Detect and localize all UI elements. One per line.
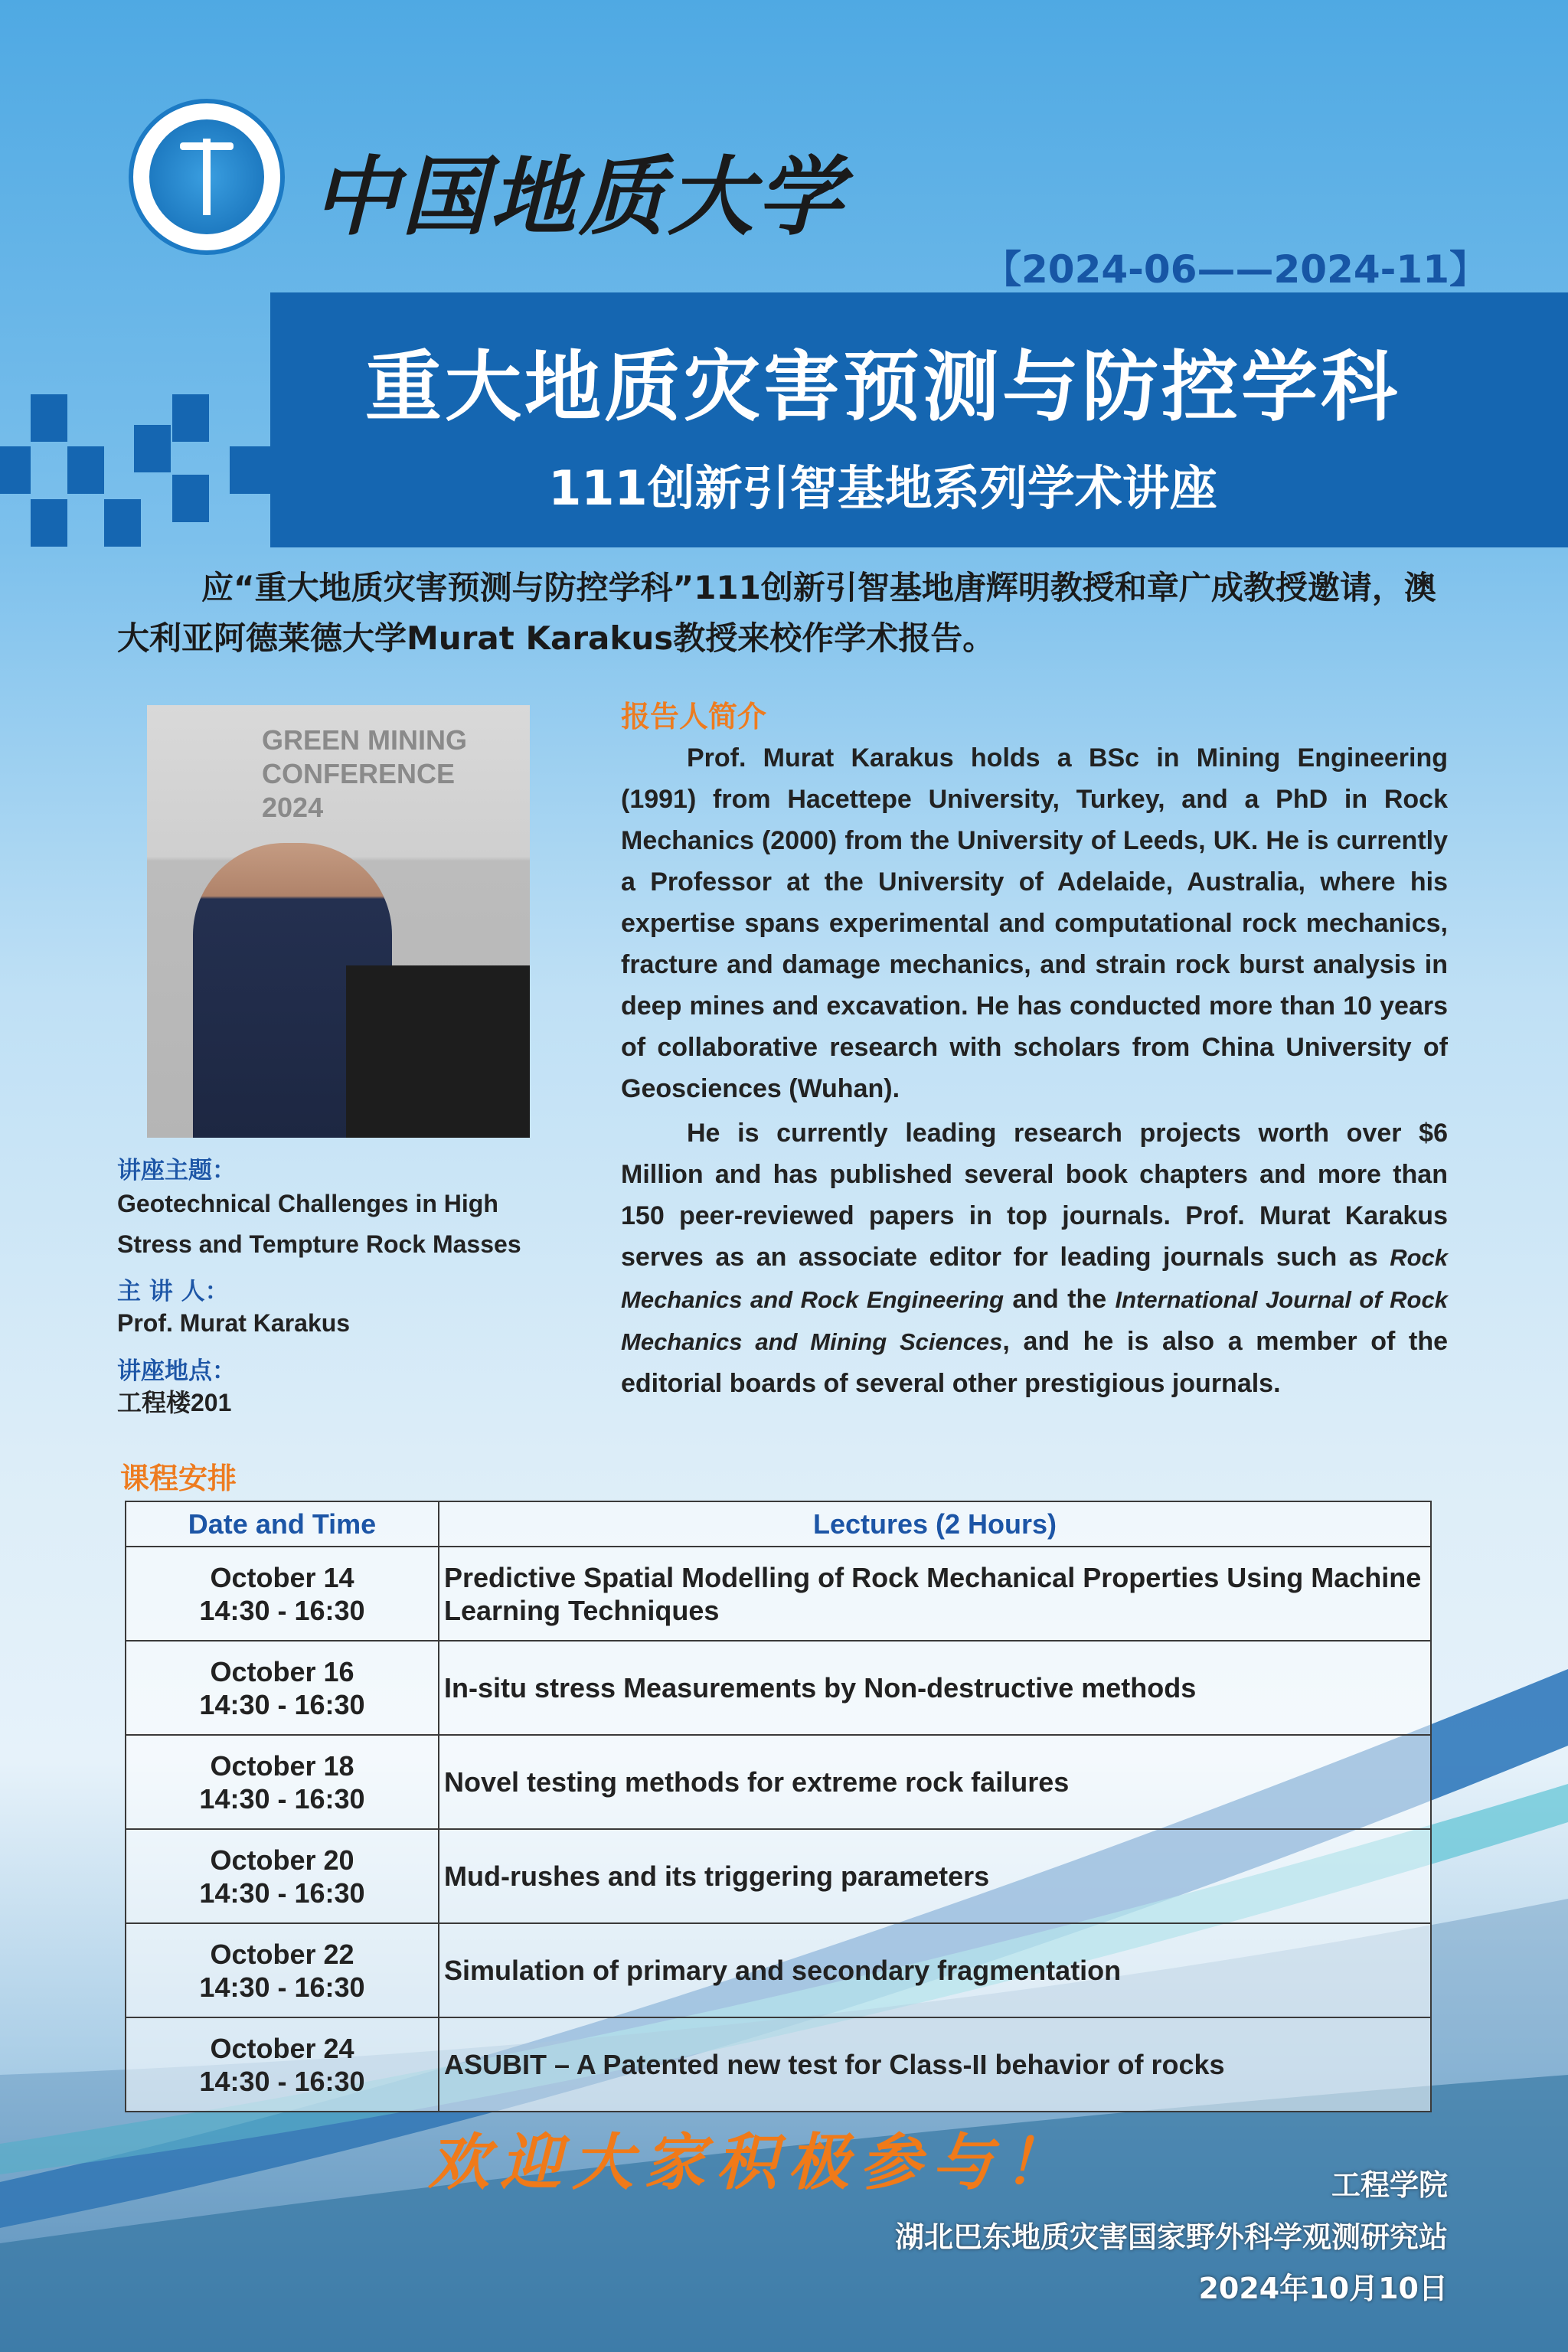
university-name: 中国地质大学 — [312, 147, 845, 247]
table-row — [126, 1923, 1431, 2017]
footer-station: 湖北巴东地质灾害国家野外科学观测研究站 — [894, 2220, 1448, 2254]
decor-square — [67, 446, 104, 494]
lecture-time: 14:30 - 16:30 — [199, 1782, 365, 1815]
lecture-time: 14:30 - 16:30 — [199, 1971, 365, 2003]
decor-square — [172, 394, 209, 442]
bio-text: , and he is also a member of the editorial boards of several other prestigious journals. — [621, 1327, 1449, 1398]
schedule-heading: 课程安排 — [120, 1462, 237, 1495]
lecture-time: 14:30 - 16:30 — [199, 2065, 365, 2097]
venue-value: 工程楼201 — [117, 1389, 232, 1416]
lecture-date: October 24 — [210, 2032, 354, 2064]
lecture-title: Simulation of primary and secondary fragmentation — [439, 1923, 1431, 2017]
decor-square — [0, 446, 31, 494]
bio-paragraph-1: Prof. Murat Karakus holds a BSc in Mining Engineering (1991) from Hacettepe University, Turkey, and a PhD in Rock Mechanics (2000) from the University of Leeds, UK. He is currently a Professor at the University of Adelaide, Australia, where his expertise spans experimental and computational rock mechanics, fracture and damage mechanics, and strain rock burst analysis in deep mines and excavation. He has conducted more than 10 years of collaborative research with scholars from China University of Geosciences (Wuhan). — [621, 743, 1448, 1103]
footer-school: 工程学院 — [1331, 2168, 1448, 2202]
photo-banner-text: GREEN MINING CONFERENCE 2024 — [262, 724, 468, 823]
logo-emblem — [149, 119, 264, 234]
date-time-cell — [126, 1547, 439, 1641]
decor-square — [31, 394, 67, 442]
lecture-date: October 16 — [210, 1655, 354, 1687]
date-time-cell — [126, 1829, 439, 1923]
col-lecture-header: Lectures (2 Hours) — [439, 1501, 1431, 1547]
col-date-header: Date and Time — [126, 1501, 439, 1547]
footer-date: 2024年10月10日 — [1198, 2272, 1448, 2305]
table-row — [126, 1829, 1431, 1923]
bio-text: He is currently leading research projects worth over $6 Million and has published several book chapters and more than 150 peer-reviewed papers in top journals. Prof. Murat Karakus serves as an associate editor for leading journals such as — [621, 1119, 1448, 1272]
table-row — [126, 1547, 1431, 1641]
bio-text: and the — [1004, 1285, 1116, 1314]
speaker-value: Prof. Murat Karakus — [117, 1309, 351, 1337]
decor-square — [31, 499, 67, 547]
decor-square — [104, 499, 141, 547]
topic-value: Geotechnical Challenges in High Stress and Tempture Rock Masses — [117, 1190, 521, 1258]
lecture-date: October 20 — [210, 1844, 354, 1876]
lecture-title: In-situ stress Measurements by Non-destructive methods — [439, 1641, 1431, 1735]
table-header-row — [126, 1501, 1431, 1547]
schedule-table — [125, 1501, 1432, 2112]
date-time-cell — [126, 2017, 439, 2112]
table-row — [126, 1735, 1431, 1829]
intro-paragraph: 应“重大地质灾害预测与防控学科”111创新引智基地唐辉明教授和章广成教授邀请，澳大利亚阿德莱德大学Murat Karakus教授来校作学术报告。 — [117, 569, 1436, 657]
venue-label: 讲座地点： — [117, 1357, 236, 1385]
lecture-date: October 22 — [210, 1938, 354, 1970]
welcome-slogan: 欢迎大家积极参与！ — [428, 2126, 1076, 2198]
page-subtitle: 111创新引智基地系列学术讲座 — [548, 460, 1217, 516]
journal-name: Rock Mechanics and Rock Engineering — [621, 1244, 1448, 1313]
lecture-title: Novel testing methods for extreme rock failures — [439, 1735, 1431, 1829]
bio-paragraph-2 — [621, 1112, 1448, 1404]
decor-square — [172, 475, 209, 522]
bio-heading: 报告人简介 — [621, 700, 767, 733]
table-row — [126, 1641, 1431, 1735]
lecture-time: 14:30 - 16:30 — [199, 1594, 365, 1626]
decor-square — [134, 425, 171, 472]
date-time-cell — [126, 1923, 439, 2017]
lecture-date: October 14 — [210, 1561, 354, 1593]
lecture-date: October 18 — [210, 1749, 354, 1782]
speaker-photo — [147, 705, 530, 1138]
table-row — [126, 2017, 1431, 2112]
lecture-time: 14:30 - 16:30 — [199, 1877, 365, 1909]
speaker-bio — [621, 737, 1448, 1407]
journal-name: International Journal of Rock Mechanics and Mining Sciences — [621, 1286, 1448, 1355]
lecture-time: 14:30 - 16:30 — [199, 1688, 365, 1720]
lecture-title: Mud-rushes and its triggering parameters — [439, 1829, 1431, 1923]
monitor — [346, 965, 530, 1138]
lecture-title: Predictive Spatial Modelling of Rock Mechanical Properties Using Machine Learning Techniques — [439, 1547, 1431, 1641]
lecture-period: 【2024-06——2024-11】 — [983, 247, 1488, 292]
date-time-cell — [126, 1641, 439, 1735]
decor-square — [230, 446, 270, 494]
university-logo — [129, 99, 285, 255]
speaker-label: 主 讲 人： — [117, 1278, 229, 1305]
lecture-title: ASUBIT – A Patented new test for Class-II behavior of rocks — [439, 2017, 1431, 2112]
topic-label: 讲座主题： — [117, 1157, 236, 1184]
page-title: 重大地质灾害预测与防控学科 — [365, 342, 1400, 432]
date-time-cell — [126, 1735, 439, 1829]
